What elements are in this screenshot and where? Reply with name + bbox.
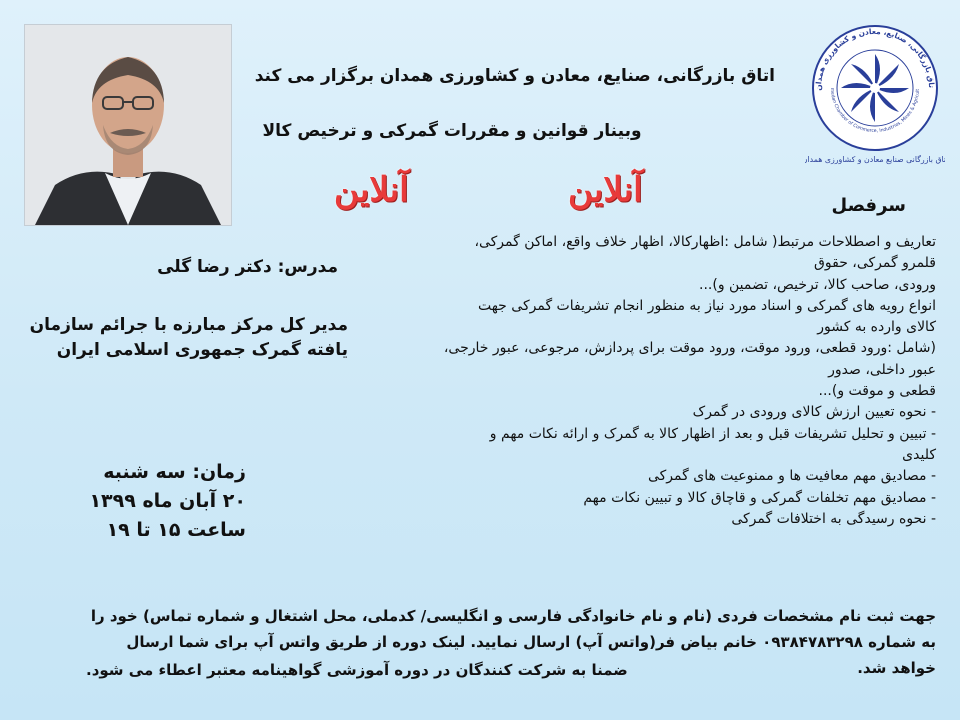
schedule-date: ۲۰ آبان ماه ۱۳۹۹ (89, 490, 246, 512)
chamber-logo (805, 18, 945, 168)
syllabus-line: - مصادیق مهم تخلفات گمرکی و قاچاق کالا و تبیین نکات مهم (583, 489, 936, 506)
schedule-block (66, 458, 246, 545)
online-label-1: آنلاین (568, 170, 643, 210)
syllabus-line: کلیدی (902, 446, 936, 463)
organizer-line: اتاق بازرگانی، صنایع، معادن و کشاورزی همدان برگزار می کند (254, 66, 775, 86)
certificate-line: ضمنا به شرکت کنندگان در دوره آموزشی گواهینامه معتبر اعطاء می شود. (86, 661, 628, 679)
syllabus-list (376, 232, 936, 530)
logo-ring-text: تاق بازرگانی، صنایع، معادن و کشاورزی همدان (813, 26, 937, 91)
syllabus-line: عبور داخلی، صدور (828, 361, 936, 378)
registration-line: خواهد شد. (857, 659, 936, 677)
syllabus-line: کالای وارده به کشور (817, 319, 936, 336)
webinar-title: وبینار قوانین و مقررات گمرکی و ترخیص کالا (262, 121, 642, 141)
schedule-time: ساعت ۱۵ تا ۱۹ (106, 519, 246, 541)
logo-caption: اتاق بازرگانی صنایع معادن و کشاورزی همدان (805, 155, 945, 164)
syllabus-line: (شامل :ورود قطعی، ورود موقت، ورود موقت برای پردازش، مرجوعی، عبور خارجی، (443, 340, 936, 357)
syllabus-line: - نحوه تعیین ارزش کالای ورودی در گمرک (692, 404, 936, 421)
logo-ring-text-en: medan Chamber of Commerce, Industries, Mines & Agricult (828, 87, 921, 135)
syllabus-line: - نحوه رسیدگی به اختلافات گمرکی (731, 510, 936, 527)
schedule-day: زمان: سه شنبه (103, 461, 246, 483)
position-line: مدیر کل مرکز مبارزه با جرائم سازمان (29, 315, 348, 335)
online-label-2: آنلاین (334, 170, 409, 210)
syllabus-line: قلمرو گمرکی، حقوق (814, 255, 936, 272)
syllabus-line: - تبیین و تحلیل تشریفات قبل و بعد از اظهار کالا به گمرک و ارائه نکات مهم و (489, 425, 936, 442)
registration-line: جهت ثبت نام مشخصات فردی (نام و نام خانوادگی فارسی و انگلیسی/ کدملی، محل اشتغال و شماره تماس) خود را (90, 607, 936, 625)
syllabus-line: قطعی و موقت و)... (818, 383, 936, 400)
syllabus-line: تعاریف و اصطلاحات مرتبط( شامل :اظهارکالا، اظهار خلاف واقع، اماکن گمرکی، (474, 234, 936, 250)
instructor-position (28, 313, 348, 363)
instructor-name: مدرس: دکتر رضا گلی (157, 257, 338, 277)
registration-note (16, 603, 936, 683)
syllabus-line: - مصادیق مهم معافیت ها و ممنوعیت های گمرکی (647, 468, 936, 485)
position-line: یافته گمرک جمهوری اسلامی ایران (56, 340, 348, 360)
syllabus-heading: سرفصل (831, 195, 906, 216)
syllabus-line: انواع رویه های گمرکی و اسناد مورد نیاز به منظور انجام تشریفات گمرکی جهت (477, 297, 936, 314)
registration-line: به شماره ۰۹۳۸۴۷۸۳۲۹۸ خانم بیاض فر(واتس آپ) ارسال نمایید. لینک دوره از طریق واتس آپ برای شما ارسال (126, 633, 936, 651)
syllabus-line: ورودی، صاحب کالا، ترخیص، تضمین و)... (699, 276, 936, 293)
